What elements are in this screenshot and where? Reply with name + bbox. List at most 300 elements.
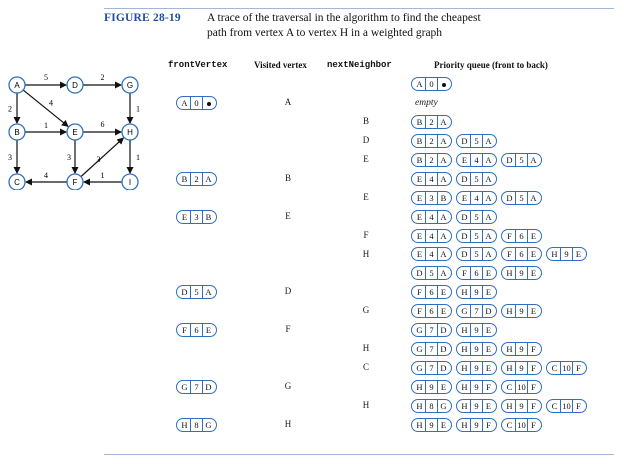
next-neighbor-cell: E — [363, 153, 369, 164]
column-header-front-vertex: frontVertex — [168, 60, 228, 70]
graph-vertex-label: H — [127, 128, 133, 137]
path-entry — [456, 323, 497, 337]
entry-vertex: F — [182, 325, 187, 336]
priority-queue-cell — [411, 132, 501, 148]
visited-vertex-cell: A — [284, 96, 292, 107]
entry-cost: 2 — [425, 135, 437, 147]
path-entry — [176, 210, 217, 224]
front-vertex-cell — [176, 416, 221, 432]
entry-vertex: E — [416, 249, 423, 260]
graph-edge-weight: 1 — [44, 121, 48, 130]
entry-cost: 0 — [190, 97, 202, 109]
entry-vertex: H — [461, 344, 468, 355]
path-entry — [501, 191, 542, 205]
entry-cost: 7 — [425, 343, 437, 355]
front-vertex-cell — [176, 208, 221, 224]
null-dot-icon — [207, 102, 211, 106]
entry-vertex: D — [181, 287, 188, 298]
entry-cost: 9 — [515, 343, 527, 355]
graph-vertex-label: F — [72, 178, 78, 187]
graph-edge-weight: 1 — [100, 171, 105, 180]
figure-caption-line2: path from vertex A to vertex H in a weighted graph — [207, 27, 443, 39]
bottom-rule — [104, 454, 614, 455]
entry-predecessor: E — [527, 248, 541, 260]
entry-predecessor: A — [202, 286, 216, 298]
entry-predecessor: B — [202, 211, 216, 223]
path-entry — [456, 153, 497, 167]
path-entry — [501, 380, 542, 394]
entry-predecessor: D — [482, 305, 496, 317]
entry-cost: 4 — [425, 211, 437, 223]
entry-predecessor: F — [572, 400, 586, 412]
entry-cost: 6 — [470, 267, 482, 279]
entry-cost: 5 — [470, 173, 482, 185]
entry-vertex: G — [416, 344, 423, 355]
entry-cost: 4 — [425, 248, 437, 260]
entry-cost: 0 — [425, 78, 437, 90]
null-dot-icon — [442, 83, 446, 87]
path-entry — [411, 285, 452, 299]
entry-vertex: H — [416, 382, 423, 393]
entry-vertex: H — [461, 382, 468, 393]
entry-predecessor: E — [482, 324, 496, 336]
priority-queue-cell — [411, 170, 501, 186]
path-entry — [411, 342, 452, 356]
next-neighbor-cell: H — [362, 248, 370, 259]
entry-vertex: B — [416, 154, 423, 165]
priority-queue-cell — [411, 208, 501, 224]
entry-vertex: H — [416, 420, 423, 431]
entry-predecessor: G — [437, 400, 451, 412]
priority-queue-cell — [411, 321, 501, 337]
trace-row — [0, 113, 624, 129]
path-entry — [501, 247, 542, 261]
priority-queue-cell — [411, 397, 591, 413]
trace-row — [0, 359, 624, 375]
entry-predecessor: E — [482, 400, 496, 412]
priority-queue-cell — [411, 265, 546, 281]
entry-vertex: H — [461, 363, 468, 374]
entry-cost: 7 — [470, 305, 482, 317]
entry-cost: 9 — [425, 419, 437, 431]
next-neighbor-cell: E — [363, 191, 369, 202]
entry-predecessor: A — [527, 154, 541, 166]
entry-cost: 7 — [190, 381, 202, 393]
entry-predecessor: E — [527, 305, 541, 317]
entry-vertex: E — [416, 173, 423, 184]
priority-queue-cell — [411, 113, 456, 129]
entry-vertex: D — [461, 211, 468, 222]
entry-predecessor: E — [482, 286, 496, 298]
trace-row — [0, 340, 624, 356]
entry-cost: 4 — [425, 230, 437, 242]
next-neighbor-cell: G — [362, 305, 370, 316]
front-vertex-cell — [176, 321, 221, 337]
column-header-priority-queue: Priority queue (front to back) — [434, 60, 548, 70]
entry-vertex: H — [551, 249, 558, 260]
graph-vertex-label: B — [14, 128, 20, 137]
entry-predecessor: E — [482, 267, 496, 279]
entry-cost: 8 — [425, 400, 437, 412]
entry-predecessor: D — [437, 362, 451, 374]
entry-vertex: D — [506, 154, 513, 165]
path-entry — [456, 229, 497, 243]
next-neighbor-cell: F — [363, 229, 369, 240]
path-entry — [501, 342, 542, 356]
path-entry — [501, 399, 542, 413]
trace-row — [0, 265, 624, 281]
entry-vertex: E — [461, 192, 468, 203]
entry-cost: 9 — [470, 286, 482, 298]
entry-predecessor: D — [437, 324, 451, 336]
entry-cost: 10 — [560, 362, 572, 374]
priority-queue-cell — [411, 340, 546, 356]
path-entry — [411, 77, 452, 91]
path-entry — [456, 380, 497, 394]
entry-cost: 6 — [515, 230, 527, 242]
entry-predecessor: A — [437, 267, 451, 279]
entry-cost: 9 — [470, 381, 482, 393]
entry-predecessor: E — [482, 362, 496, 374]
entry-cost: 3 — [190, 211, 202, 223]
entry-vertex: F — [417, 287, 422, 298]
entry-vertex: C — [551, 363, 558, 374]
entry-predecessor: A — [482, 230, 496, 242]
next-neighbor-cell: H — [362, 343, 370, 354]
entry-vertex: C — [551, 401, 558, 412]
path-entry — [411, 134, 452, 148]
entry-predecessor: E — [437, 305, 451, 317]
graph-edge-weight: 2 — [8, 104, 12, 114]
entry-cost: 4 — [470, 192, 482, 204]
path-entry — [546, 247, 587, 261]
path-entry — [411, 191, 452, 205]
column-header-next-neighbor: nextNeighbor — [327, 60, 392, 70]
graph-edge-weight: 2 — [100, 73, 105, 82]
next-neighbor-cell: H — [362, 400, 370, 411]
entry-predecessor: E — [437, 286, 451, 298]
entry-vertex: H — [506, 344, 513, 355]
entry-predecessor: D — [202, 381, 216, 393]
entry-cost: 7 — [425, 324, 437, 336]
trace-row — [0, 75, 624, 91]
path-entry — [456, 191, 497, 205]
entry-cost: 10 — [515, 381, 527, 393]
path-entry — [456, 361, 497, 375]
graph-vertex-label: C — [14, 178, 20, 187]
entry-vertex: B — [416, 135, 423, 146]
entry-vertex: G — [461, 306, 468, 317]
graph-edge-weight: 6 — [100, 120, 105, 129]
top-rule — [104, 8, 614, 9]
priority-queue-cell — [411, 378, 546, 394]
path-entry — [176, 172, 217, 186]
entry-cost: 5 — [470, 135, 482, 147]
path-entry — [411, 247, 452, 261]
entry-cost: 6 — [425, 286, 437, 298]
path-entry — [411, 418, 452, 432]
entry-vertex: D — [416, 268, 423, 279]
path-entry — [501, 229, 542, 243]
entry-vertex: D — [506, 192, 513, 203]
entry-vertex: G — [181, 382, 188, 393]
next-neighbor-cell: D — [362, 134, 370, 145]
path-entry — [411, 229, 452, 243]
path-entry — [501, 361, 542, 375]
entry-vertex: F — [462, 268, 467, 279]
column-header-visited-vertex: Visited vertex — [254, 60, 307, 70]
entry-cost: 9 — [515, 400, 527, 412]
entry-predecessor: E — [437, 419, 451, 431]
entry-cost: 3 — [425, 192, 437, 204]
entry-vertex: H — [461, 325, 468, 336]
entry-predecessor: A — [437, 173, 451, 185]
front-vertex-cell — [176, 94, 221, 110]
entry-predecessor: A — [482, 211, 496, 223]
path-entry — [411, 210, 452, 224]
entry-vertex: H — [506, 306, 513, 317]
graph-vertex-label: I — [128, 178, 132, 187]
front-vertex-cell — [176, 378, 221, 394]
priority-queue-cell — [411, 302, 546, 318]
priority-queue-cell — [411, 246, 591, 262]
path-entry — [456, 304, 497, 318]
path-entry — [176, 285, 217, 299]
trace-row — [0, 416, 624, 432]
trace-row — [0, 302, 624, 318]
graph-edge-weight: 3 — [67, 153, 71, 162]
entry-vertex: C — [506, 382, 513, 393]
path-entry — [546, 399, 587, 413]
path-entry — [411, 399, 452, 413]
path-entry — [411, 115, 452, 129]
path-entry — [456, 210, 497, 224]
priority-queue-cell — [411, 75, 456, 91]
entry-predecessor: A — [527, 192, 541, 204]
path-entry — [456, 172, 497, 186]
path-entry — [456, 285, 497, 299]
front-vertex-cell — [176, 170, 221, 186]
path-entry — [456, 342, 497, 356]
entry-cost: 2 — [425, 154, 437, 166]
entry-cost: 2 — [190, 173, 202, 185]
trace-row — [0, 246, 624, 262]
entry-cost: 5 — [515, 154, 527, 166]
path-entry — [501, 418, 542, 432]
entry-cost: 5 — [190, 286, 202, 298]
visited-vertex-cell: B — [284, 172, 291, 183]
entry-predecessor: B — [437, 192, 451, 204]
path-entry — [176, 323, 217, 337]
trace-row — [0, 94, 624, 110]
entry-predecessor: A — [482, 192, 496, 204]
entry-vertex: B — [181, 173, 188, 184]
entry-vertex: E — [181, 211, 188, 222]
path-entry — [411, 380, 452, 394]
entry-predecessor: A — [482, 135, 496, 147]
entry-predecessor: E — [527, 267, 541, 279]
entry-predecessor: A — [437, 135, 451, 147]
entry-predecessor: A — [482, 154, 496, 166]
entry-predecessor: E — [482, 343, 496, 355]
path-entry — [456, 418, 497, 432]
entry-predecessor: E — [202, 324, 216, 336]
next-neighbor-cell: B — [362, 115, 369, 126]
trace-row — [0, 132, 624, 148]
entry-predecessor: A — [437, 211, 451, 223]
path-entry — [411, 153, 452, 167]
graph-vertex-label: G — [126, 81, 134, 90]
trace-row — [0, 208, 624, 224]
trace-row — [0, 283, 624, 299]
entry-cost: 9 — [515, 305, 527, 317]
visited-vertex-cell: D — [284, 286, 292, 297]
path-entry — [501, 153, 542, 167]
entry-predecessor: E — [527, 230, 541, 242]
path-entry — [411, 361, 452, 375]
entry-cost: 4 — [470, 154, 482, 166]
entry-predecessor: F — [482, 381, 496, 393]
entry-vertex: D — [461, 135, 468, 146]
graph-edge-weight: 3 — [96, 155, 101, 164]
path-entry — [456, 266, 497, 280]
empty-queue-label: empty — [415, 97, 438, 108]
trace-row — [0, 378, 624, 394]
entry-predecessor: F — [527, 362, 541, 374]
entry-vertex: F — [507, 230, 512, 241]
entry-predecessor: F — [572, 362, 586, 374]
entry-predecessor: A — [202, 173, 216, 185]
path-entry — [456, 134, 497, 148]
graph-vertex-label: D — [72, 81, 78, 90]
path-entry — [176, 96, 217, 110]
graph-edge-weight: 1 — [136, 153, 140, 162]
entry-cost: 9 — [470, 362, 482, 374]
entry-cost: 6 — [425, 305, 437, 317]
entry-vertex: E — [416, 230, 423, 241]
path-entry — [411, 266, 452, 280]
entry-cost: 6 — [515, 248, 527, 260]
trace-row — [0, 397, 624, 413]
entry-vertex: E — [416, 192, 423, 203]
entry-cost: 9 — [470, 400, 482, 412]
entry-cost: 9 — [515, 362, 527, 374]
entry-cost: 5 — [470, 248, 482, 260]
entry-predecessor: F — [527, 400, 541, 412]
visited-vertex-cell: H — [284, 419, 292, 430]
entry-vertex: F — [507, 249, 512, 260]
entry-predecessor: D — [437, 343, 451, 355]
trace-row — [0, 227, 624, 243]
graph-edge-weight: 3 — [8, 153, 12, 162]
entry-vertex: H — [416, 401, 423, 412]
priority-queue-cell — [411, 359, 591, 375]
entry-vertex: B — [416, 116, 423, 127]
entry-vertex: G — [416, 363, 423, 374]
entry-vertex: C — [506, 420, 513, 431]
entry-cost: 7 — [425, 362, 437, 374]
path-entry — [176, 418, 217, 432]
graph-edge-weight: 4 — [49, 98, 53, 108]
entry-cost: 10 — [560, 400, 572, 412]
path-entry — [456, 247, 497, 261]
entry-vertex: E — [461, 154, 468, 165]
visited-vertex-cell: G — [284, 381, 292, 392]
graph-edge-weight: 5 — [44, 73, 48, 82]
entry-cost: 9 — [515, 267, 527, 279]
trace-row — [0, 189, 624, 205]
entry-cost: 4 — [425, 173, 437, 185]
next-neighbor-cell: C — [362, 362, 369, 373]
null-predecessor — [437, 78, 451, 90]
entry-cost: 5 — [470, 230, 482, 242]
priority-queue-cell — [411, 227, 546, 243]
entry-vertex: F — [417, 306, 422, 317]
path-entry — [411, 323, 452, 337]
path-entry — [411, 172, 452, 186]
entry-cost: 2 — [425, 116, 437, 128]
entry-vertex: H — [506, 268, 513, 279]
entry-cost: 9 — [470, 343, 482, 355]
entry-vertex: A — [181, 97, 188, 108]
entry-cost: 5 — [470, 211, 482, 223]
entry-cost: 10 — [515, 419, 527, 431]
entry-predecessor: A — [437, 116, 451, 128]
entry-predecessor: G — [202, 419, 216, 431]
entry-vertex: E — [416, 211, 423, 222]
entry-cost: 6 — [190, 324, 202, 336]
priority-queue-cell — [411, 94, 438, 110]
entry-vertex: D — [461, 173, 468, 184]
entry-predecessor: E — [437, 381, 451, 393]
priority-queue-cell — [411, 151, 546, 167]
entry-vertex: H — [461, 420, 468, 431]
entry-vertex: H — [506, 401, 513, 412]
entry-cost: 9 — [560, 248, 572, 260]
visited-vertex-cell: E — [285, 210, 291, 221]
entry-predecessor: E — [572, 248, 586, 260]
entry-predecessor: A — [437, 154, 451, 166]
entry-vertex: H — [181, 420, 188, 431]
trace-row — [0, 321, 624, 337]
entry-predecessor: A — [482, 173, 496, 185]
priority-queue-cell — [411, 416, 546, 432]
entry-predecessor: A — [437, 248, 451, 260]
graph-edge-weight: 1 — [136, 104, 140, 114]
front-vertex-cell — [176, 283, 221, 299]
visited-vertex-cell: F — [285, 324, 291, 335]
entry-predecessor: A — [437, 230, 451, 242]
path-entry — [456, 399, 497, 413]
null-predecessor — [202, 97, 216, 109]
entry-vertex: G — [416, 325, 423, 336]
priority-queue-cell — [411, 283, 501, 299]
entry-predecessor: F — [527, 419, 541, 431]
entry-vertex: H — [461, 401, 468, 412]
entry-cost: 9 — [470, 419, 482, 431]
graph-vertex-label: E — [72, 128, 78, 137]
entry-cost: 9 — [470, 324, 482, 336]
figure-label: FIGURE 28-19 — [104, 12, 181, 24]
entry-predecessor: F — [527, 381, 541, 393]
entry-vertex: H — [461, 287, 468, 298]
entry-cost: 8 — [190, 419, 202, 431]
entry-predecessor: A — [482, 248, 496, 260]
path-entry — [411, 304, 452, 318]
figure-caption-line1: A trace of the traversal in the algorithm to find the cheapest — [207, 12, 481, 24]
trace-row — [0, 151, 624, 167]
entry-cost: 5 — [425, 267, 437, 279]
